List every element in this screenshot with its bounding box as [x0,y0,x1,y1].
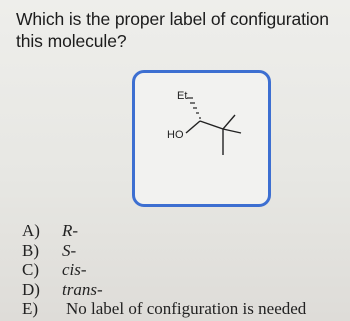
option-letter: E) [22,299,39,318]
option-letter: C) [22,260,39,279]
option-b[interactable] [22,241,306,261]
ethyl-label: Et [177,90,188,102]
option-text: No label of configuration is needed [66,299,307,318]
option-text: cis- [62,260,87,279]
option-text: S- [62,240,77,260]
molecule-skeletal-structure [135,73,268,204]
option-letter: A) [22,221,40,240]
option-letter: B) [22,240,39,260]
isopropyl-branch-up [223,115,235,129]
option-c[interactable] [22,260,306,280]
question-line-1: Which is the proper label of configuration [16,9,329,29]
isopropyl-branch-right [223,129,241,133]
hashed-wedge-bond [187,98,201,118]
answer-options [22,221,306,319]
option-letter: D) [22,279,40,299]
option-text: R- [62,221,79,240]
question-line-2: this molecule? [16,31,127,51]
question-text [16,8,350,52]
option-a[interactable] [22,221,306,241]
c-c-bond [200,121,223,129]
c-o-bond [186,121,200,133]
option-d[interactable] [22,280,306,300]
option-e[interactable] [22,299,306,319]
molecule-structure-box [132,70,271,207]
option-text: trans- [62,279,103,299]
hydroxyl-label: HO [167,129,184,141]
